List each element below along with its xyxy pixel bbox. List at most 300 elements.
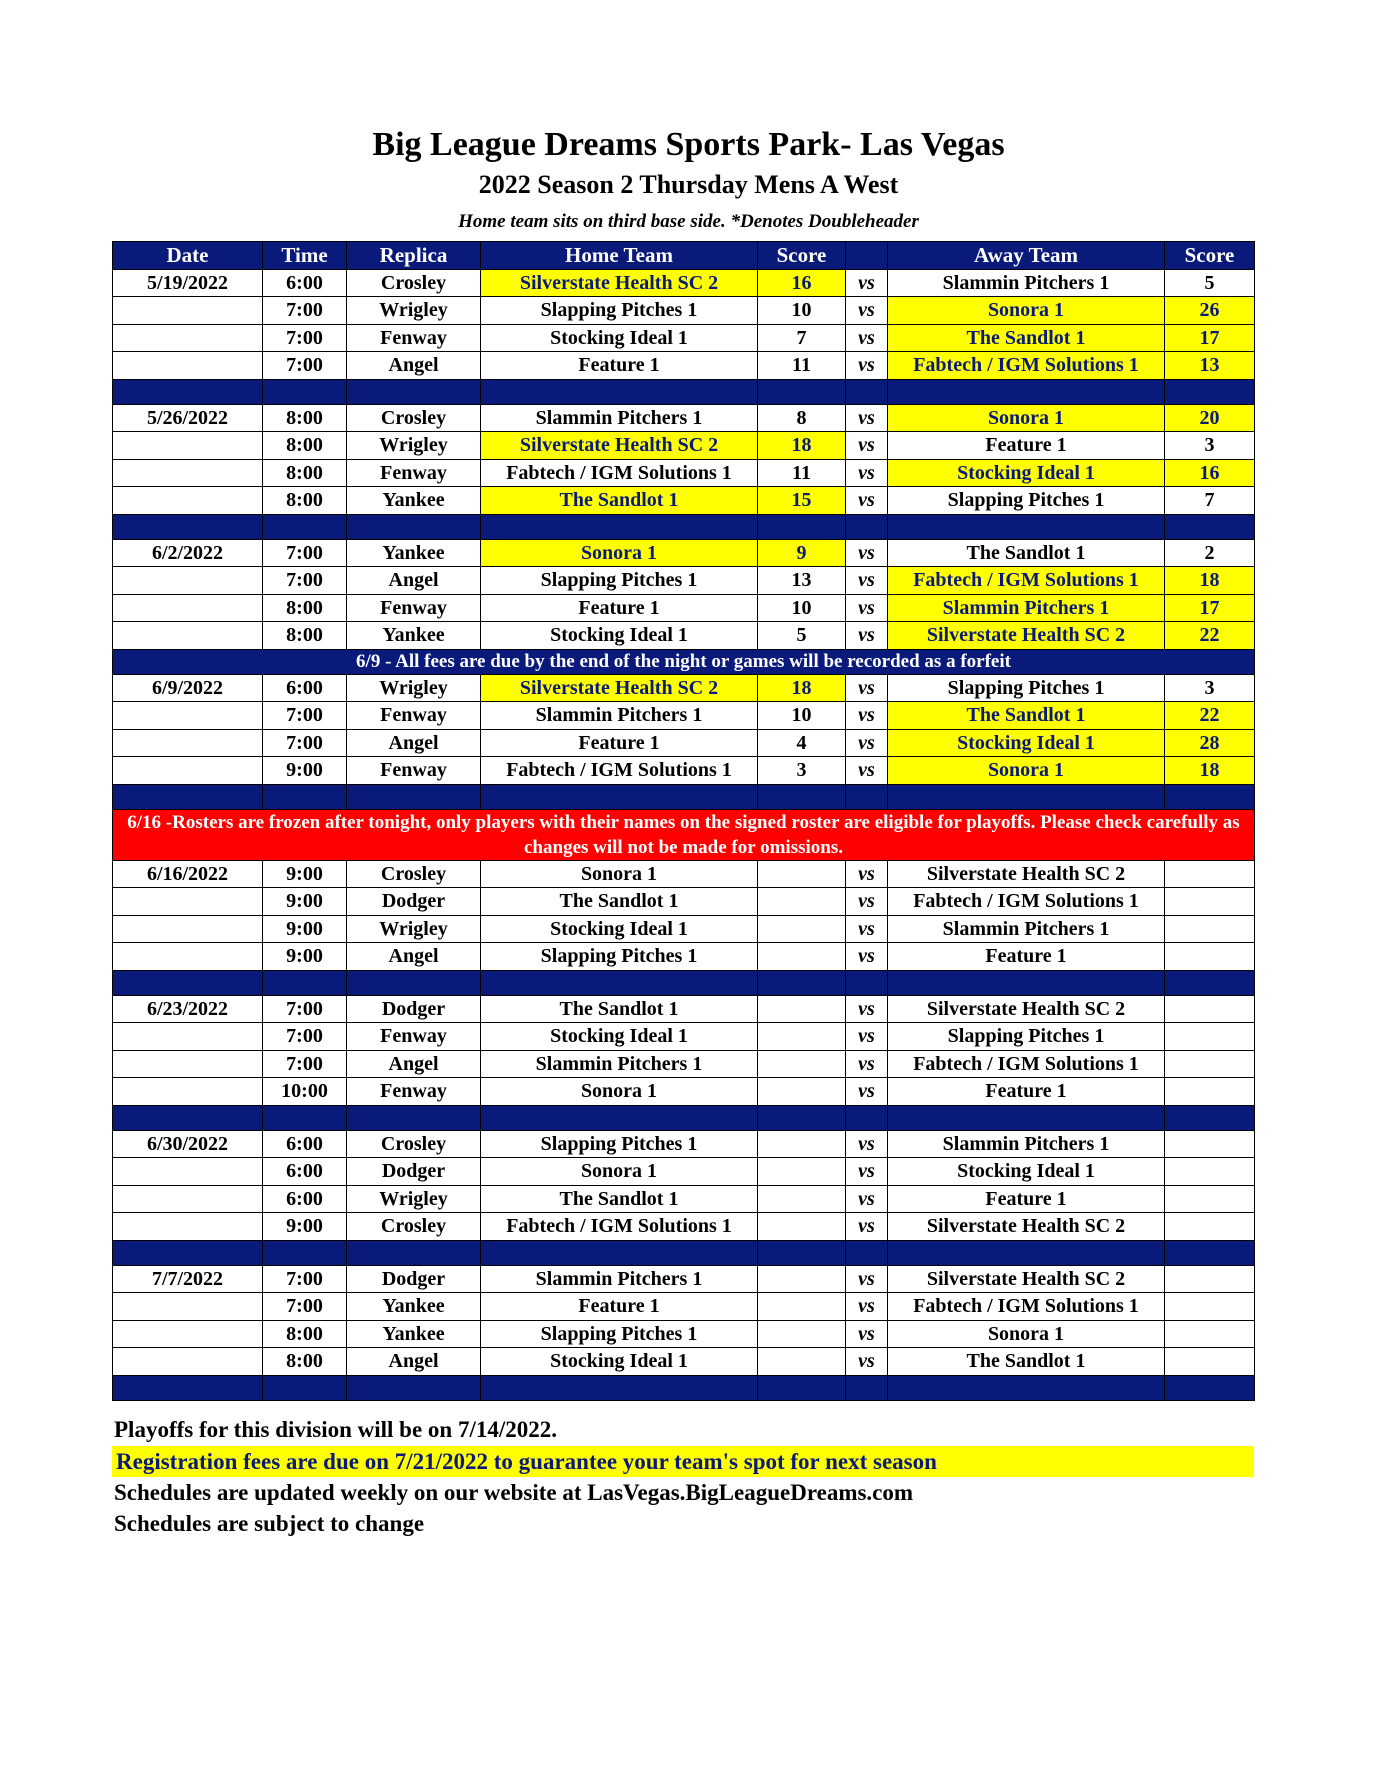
separator-cell [888, 1240, 1165, 1265]
separator-cell [1165, 379, 1255, 404]
vs-cell: vs [846, 702, 888, 730]
time-cell: 7:00 [263, 539, 347, 567]
replica-cell: Angel [347, 1348, 481, 1376]
home-team-cell: Stocking Ideal 1 [481, 1023, 758, 1051]
separator-cell [758, 1240, 846, 1265]
home-score-cell: 4 [758, 729, 846, 757]
replica-cell: Wrigley [347, 432, 481, 460]
away-team-cell: The Sandlot 1 [888, 539, 1165, 567]
away-team-cell: Sonora 1 [888, 757, 1165, 785]
table-row [113, 757, 1255, 785]
replica-cell: Fenway [347, 324, 481, 352]
home-team-cell: The Sandlot 1 [481, 995, 758, 1023]
vs-cell: vs [846, 404, 888, 432]
date-cell [113, 1348, 263, 1376]
table-row [113, 622, 1255, 650]
time-cell: 6:00 [263, 1185, 347, 1213]
home-score-cell [758, 1185, 846, 1213]
away-score-cell: 18 [1165, 757, 1255, 785]
away-team-cell: Stocking Ideal 1 [888, 459, 1165, 487]
away-team-cell: The Sandlot 1 [888, 324, 1165, 352]
vs-cell: vs [846, 297, 888, 325]
time-cell: 7:00 [263, 297, 347, 325]
table-row [113, 860, 1255, 888]
vs-cell: vs [846, 888, 888, 916]
footer-change-notice: Schedules are subject to change [114, 1511, 425, 1536]
home-team-cell: The Sandlot 1 [481, 888, 758, 916]
table-row [113, 594, 1255, 622]
away-score-cell [1165, 1023, 1255, 1051]
date-cell: 5/26/2022 [113, 404, 263, 432]
home-team-cell: Fabtech / IGM Solutions 1 [481, 757, 758, 785]
vs-cell: vs [846, 943, 888, 971]
home-team-cell: Slapping Pitches 1 [481, 943, 758, 971]
date-cell: 6/2/2022 [113, 539, 263, 567]
vs-cell: vs [846, 1320, 888, 1348]
away-score-cell [1165, 1185, 1255, 1213]
time-cell: 9:00 [263, 860, 347, 888]
separator-cell [347, 784, 481, 809]
replica-cell: Crosley [347, 269, 481, 297]
col-header-away-score: Score [1165, 242, 1255, 270]
home-team-cell: Feature 1 [481, 1293, 758, 1321]
separator-cell [113, 514, 263, 539]
table-row [113, 352, 1255, 380]
replica-cell: Angel [347, 1050, 481, 1078]
time-cell: 9:00 [263, 915, 347, 943]
separator-cell [1165, 1240, 1255, 1265]
date-cell [113, 1023, 263, 1051]
vs-cell: vs [846, 1185, 888, 1213]
table-row [113, 432, 1255, 460]
away-team-cell: Stocking Ideal 1 [888, 1158, 1165, 1186]
footer-registration: Registration fees are due on 7/21/2022 to guarantee your team's spot for next season [112, 1446, 1254, 1477]
replica-cell: Crosley [347, 860, 481, 888]
vs-cell: vs [846, 1050, 888, 1078]
home-score-cell [758, 995, 846, 1023]
date-cell [113, 1158, 263, 1186]
home-score-cell: 11 [758, 352, 846, 380]
away-score-cell: 28 [1165, 729, 1255, 757]
replica-cell: Fenway [347, 757, 481, 785]
vs-cell: vs [846, 1158, 888, 1186]
home-score-cell [758, 1348, 846, 1376]
home-score-cell: 7 [758, 324, 846, 352]
home-score-cell: 10 [758, 702, 846, 730]
replica-cell: Angel [347, 567, 481, 595]
time-cell: 9:00 [263, 943, 347, 971]
vs-cell: vs [846, 1023, 888, 1051]
footer-playoffs: Playoffs for this division will be on 7/14/2022. [114, 1417, 558, 1442]
separator-cell [1165, 970, 1255, 995]
away-score-cell [1165, 1050, 1255, 1078]
home-team-cell: Feature 1 [481, 352, 758, 380]
replica-cell: Fenway [347, 459, 481, 487]
away-score-cell [1165, 1130, 1255, 1158]
away-score-cell [1165, 915, 1255, 943]
home-score-cell: 13 [758, 567, 846, 595]
separator-cell [758, 970, 846, 995]
table-row [113, 1023, 1255, 1051]
separator-row [113, 1105, 1255, 1130]
separator-row [113, 514, 1255, 539]
vs-cell: vs [846, 269, 888, 297]
table-row [113, 567, 1255, 595]
date-cell [113, 915, 263, 943]
vs-cell: vs [846, 1348, 888, 1376]
col-header-home-score: Score [758, 242, 846, 270]
home-score-cell [758, 1320, 846, 1348]
separator-cell [263, 784, 347, 809]
home-score-cell: 15 [758, 487, 846, 515]
time-cell: 8:00 [263, 459, 347, 487]
separator-cell [758, 1375, 846, 1400]
table-row [113, 943, 1255, 971]
time-cell: 6:00 [263, 1130, 347, 1158]
away-team-cell: Slammin Pitchers 1 [888, 594, 1165, 622]
table-row [113, 404, 1255, 432]
separator-cell [263, 1105, 347, 1130]
home-score-cell [758, 915, 846, 943]
away-team-cell: Fabtech / IGM Solutions 1 [888, 567, 1165, 595]
separator-cell [113, 1375, 263, 1400]
home-score-cell [758, 943, 846, 971]
away-team-cell: The Sandlot 1 [888, 1348, 1165, 1376]
table-row [113, 1185, 1255, 1213]
date-cell [113, 459, 263, 487]
date-cell: 6/9/2022 [113, 674, 263, 702]
home-score-cell [758, 888, 846, 916]
away-score-cell [1165, 1320, 1255, 1348]
away-score-cell: 3 [1165, 432, 1255, 460]
away-team-cell: Feature 1 [888, 1078, 1165, 1106]
replica-cell: Dodger [347, 1158, 481, 1186]
header-note: Home team sits on third base side. *Denotes Doubleheader [458, 211, 919, 232]
vs-cell: vs [846, 432, 888, 460]
replica-cell: Angel [347, 352, 481, 380]
vs-cell: vs [846, 1130, 888, 1158]
away-score-cell [1165, 888, 1255, 916]
col-header-replica: Replica [347, 242, 481, 270]
separator-cell [263, 379, 347, 404]
vs-cell: vs [846, 729, 888, 757]
separator-cell [846, 784, 888, 809]
table-row [113, 1348, 1255, 1376]
home-team-cell: Stocking Ideal 1 [481, 324, 758, 352]
date-cell [113, 297, 263, 325]
home-team-cell: The Sandlot 1 [481, 487, 758, 515]
separator-cell [758, 514, 846, 539]
separator-cell [481, 1105, 758, 1130]
separator-cell [846, 379, 888, 404]
separator-cell [846, 514, 888, 539]
home-team-cell: Fabtech / IGM Solutions 1 [481, 459, 758, 487]
separator-cell [481, 1375, 758, 1400]
home-score-cell: 3 [758, 757, 846, 785]
replica-cell: Angel [347, 729, 481, 757]
home-score-cell [758, 860, 846, 888]
date-cell: 6/16/2022 [113, 860, 263, 888]
home-team-cell: Stocking Ideal 1 [481, 915, 758, 943]
separator-cell [347, 514, 481, 539]
alert-row [113, 809, 1255, 860]
vs-cell: vs [846, 487, 888, 515]
date-cell [113, 1185, 263, 1213]
home-team-cell: Sonora 1 [481, 1078, 758, 1106]
home-score-cell: 10 [758, 594, 846, 622]
alert-text: 6/16 -Rosters are frozen after tonight, only players with their names on the signed roster are eligible for playoffs. Please check carefully as changes will not be made for omissions. [113, 809, 1255, 860]
replica-cell: Yankee [347, 1293, 481, 1321]
home-team-cell: Slapping Pitches 1 [481, 1320, 758, 1348]
table-row [113, 674, 1255, 702]
home-team-cell: Slammin Pitchers 1 [481, 1050, 758, 1078]
away-score-cell [1165, 1078, 1255, 1106]
date-cell [113, 888, 263, 916]
separator-cell [846, 970, 888, 995]
home-score-cell: 11 [758, 459, 846, 487]
footer-website: Schedules are updated weekly on our website at LasVegas.BigLeagueDreams.com [114, 1480, 914, 1505]
away-team-cell: Slammin Pitchers 1 [888, 269, 1165, 297]
time-cell: 10:00 [263, 1078, 347, 1106]
time-cell: 6:00 [263, 269, 347, 297]
away-team-cell: Slapping Pitches 1 [888, 487, 1165, 515]
away-team-cell: Sonora 1 [888, 297, 1165, 325]
vs-cell: vs [846, 1293, 888, 1321]
separator-row [113, 1240, 1255, 1265]
separator-cell [888, 379, 1165, 404]
away-team-cell: Slapping Pitches 1 [888, 1023, 1165, 1051]
away-team-cell: Silverstate Health SC 2 [888, 1265, 1165, 1293]
separator-cell [347, 379, 481, 404]
separator-cell [113, 1240, 263, 1265]
replica-cell: Wrigley [347, 297, 481, 325]
home-team-cell: Slammin Pitchers 1 [481, 404, 758, 432]
replica-cell: Fenway [347, 1023, 481, 1051]
separator-cell [888, 970, 1165, 995]
date-cell: 6/23/2022 [113, 995, 263, 1023]
vs-cell: vs [846, 352, 888, 380]
separator-cell [113, 1105, 263, 1130]
vs-cell: vs [846, 1213, 888, 1241]
replica-cell: Yankee [347, 1320, 481, 1348]
time-cell: 7:00 [263, 1023, 347, 1051]
table-row [113, 487, 1255, 515]
date-cell: 5/19/2022 [113, 269, 263, 297]
date-cell [113, 1050, 263, 1078]
away-score-cell: 18 [1165, 567, 1255, 595]
date-cell [113, 943, 263, 971]
home-team-cell: Feature 1 [481, 594, 758, 622]
away-score-cell [1165, 943, 1255, 971]
home-score-cell [758, 1023, 846, 1051]
vs-cell: vs [846, 1078, 888, 1106]
home-score-cell: 5 [758, 622, 846, 650]
date-cell [113, 1320, 263, 1348]
table-row [113, 459, 1255, 487]
home-score-cell [758, 1293, 846, 1321]
time-cell: 7:00 [263, 567, 347, 595]
date-cell [113, 622, 263, 650]
date-cell [113, 487, 263, 515]
separator-cell [888, 1375, 1165, 1400]
away-team-cell: Fabtech / IGM Solutions 1 [888, 1293, 1165, 1321]
home-team-cell: Stocking Ideal 1 [481, 622, 758, 650]
vs-cell: vs [846, 459, 888, 487]
separator-cell [481, 784, 758, 809]
separator-cell [1165, 1105, 1255, 1130]
home-score-cell: 16 [758, 269, 846, 297]
separator-cell [347, 1375, 481, 1400]
away-score-cell: 22 [1165, 702, 1255, 730]
table-row [113, 1158, 1255, 1186]
away-score-cell: 26 [1165, 297, 1255, 325]
separator-cell [263, 514, 347, 539]
away-team-cell: Slammin Pitchers 1 [888, 915, 1165, 943]
separator-cell [888, 514, 1165, 539]
vs-cell: vs [846, 757, 888, 785]
away-score-cell [1165, 1158, 1255, 1186]
home-score-cell [758, 1078, 846, 1106]
away-team-cell: The Sandlot 1 [888, 702, 1165, 730]
col-header-time: Time [263, 242, 347, 270]
away-score-cell: 3 [1165, 674, 1255, 702]
separator-cell [1165, 514, 1255, 539]
col-header-home-team: Home Team [481, 242, 758, 270]
away-score-cell: 20 [1165, 404, 1255, 432]
time-cell: 8:00 [263, 1320, 347, 1348]
time-cell: 7:00 [263, 995, 347, 1023]
time-cell: 9:00 [263, 888, 347, 916]
table-header-row [113, 242, 1255, 270]
date-cell [113, 324, 263, 352]
vs-cell: vs [846, 622, 888, 650]
home-team-cell: Sonora 1 [481, 860, 758, 888]
home-team-cell: Feature 1 [481, 729, 758, 757]
separator-cell [481, 514, 758, 539]
home-team-cell: Fabtech / IGM Solutions 1 [481, 1213, 758, 1241]
separator-row [113, 379, 1255, 404]
table-row [113, 1320, 1255, 1348]
separator-cell [1165, 1375, 1255, 1400]
separator-row [113, 970, 1255, 995]
table-row [113, 1293, 1255, 1321]
replica-cell: Angel [347, 943, 481, 971]
home-score-cell: 10 [758, 297, 846, 325]
table-row [113, 1078, 1255, 1106]
time-cell: 9:00 [263, 1213, 347, 1241]
time-cell: 9:00 [263, 757, 347, 785]
date-cell [113, 352, 263, 380]
home-score-cell [758, 1213, 846, 1241]
away-score-cell: 22 [1165, 622, 1255, 650]
separator-cell [347, 970, 481, 995]
replica-cell: Crosley [347, 404, 481, 432]
away-team-cell: Fabtech / IGM Solutions 1 [888, 1050, 1165, 1078]
home-score-cell: 18 [758, 674, 846, 702]
separator-cell [263, 1375, 347, 1400]
away-score-cell: 7 [1165, 487, 1255, 515]
replica-cell: Crosley [347, 1130, 481, 1158]
away-score-cell [1165, 1293, 1255, 1321]
separator-cell [846, 1375, 888, 1400]
home-team-cell: Silverstate Health SC 2 [481, 269, 758, 297]
separator-cell [888, 1105, 1165, 1130]
replica-cell: Wrigley [347, 674, 481, 702]
away-team-cell: Feature 1 [888, 1185, 1165, 1213]
table-row [113, 269, 1255, 297]
replica-cell: Dodger [347, 995, 481, 1023]
notice-row [113, 649, 1255, 674]
col-header-vs [846, 242, 888, 270]
home-team-cell: Sonora 1 [481, 539, 758, 567]
time-cell: 8:00 [263, 594, 347, 622]
date-cell [113, 432, 263, 460]
away-score-cell: 13 [1165, 352, 1255, 380]
date-cell [113, 757, 263, 785]
separator-cell [347, 1240, 481, 1265]
home-team-cell: Slapping Pitches 1 [481, 297, 758, 325]
separator-cell [113, 379, 263, 404]
replica-cell: Yankee [347, 539, 481, 567]
time-cell: 8:00 [263, 487, 347, 515]
time-cell: 7:00 [263, 1293, 347, 1321]
home-score-cell: 8 [758, 404, 846, 432]
away-score-cell [1165, 1213, 1255, 1241]
away-team-cell: Stocking Ideal 1 [888, 729, 1165, 757]
date-cell [113, 567, 263, 595]
time-cell: 7:00 [263, 1265, 347, 1293]
away-team-cell: Slapping Pitches 1 [888, 674, 1165, 702]
away-team-cell: Fabtech / IGM Solutions 1 [888, 352, 1165, 380]
table-row [113, 1130, 1255, 1158]
time-cell: 8:00 [263, 1348, 347, 1376]
separator-cell [481, 970, 758, 995]
date-cell: 7/7/2022 [113, 1265, 263, 1293]
away-team-cell: Silverstate Health SC 2 [888, 995, 1165, 1023]
away-team-cell: Fabtech / IGM Solutions 1 [888, 888, 1165, 916]
separator-cell [846, 1105, 888, 1130]
home-team-cell: Sonora 1 [481, 1158, 758, 1186]
vs-cell: vs [846, 1265, 888, 1293]
separator-cell [481, 379, 758, 404]
home-team-cell: Slapping Pitches 1 [481, 567, 758, 595]
time-cell: 7:00 [263, 729, 347, 757]
away-team-cell: Sonora 1 [888, 404, 1165, 432]
separator-cell [758, 379, 846, 404]
away-score-cell [1165, 1265, 1255, 1293]
replica-cell: Crosley [347, 1213, 481, 1241]
away-score-cell [1165, 1348, 1255, 1376]
home-score-cell [758, 1265, 846, 1293]
col-header-away-team: Away Team [888, 242, 1165, 270]
home-score-cell: 9 [758, 539, 846, 567]
away-team-cell: Feature 1 [888, 432, 1165, 460]
separator-cell [888, 784, 1165, 809]
time-cell: 7:00 [263, 324, 347, 352]
vs-cell: vs [846, 539, 888, 567]
date-cell: 6/30/2022 [113, 1130, 263, 1158]
away-team-cell: Slammin Pitchers 1 [888, 1130, 1165, 1158]
time-cell: 8:00 [263, 404, 347, 432]
separator-cell [758, 784, 846, 809]
home-team-cell: The Sandlot 1 [481, 1185, 758, 1213]
vs-cell: vs [846, 860, 888, 888]
vs-cell: vs [846, 995, 888, 1023]
time-cell: 8:00 [263, 432, 347, 460]
separator-row [113, 784, 1255, 809]
table-row [113, 702, 1255, 730]
home-team-cell: Silverstate Health SC 2 [481, 674, 758, 702]
